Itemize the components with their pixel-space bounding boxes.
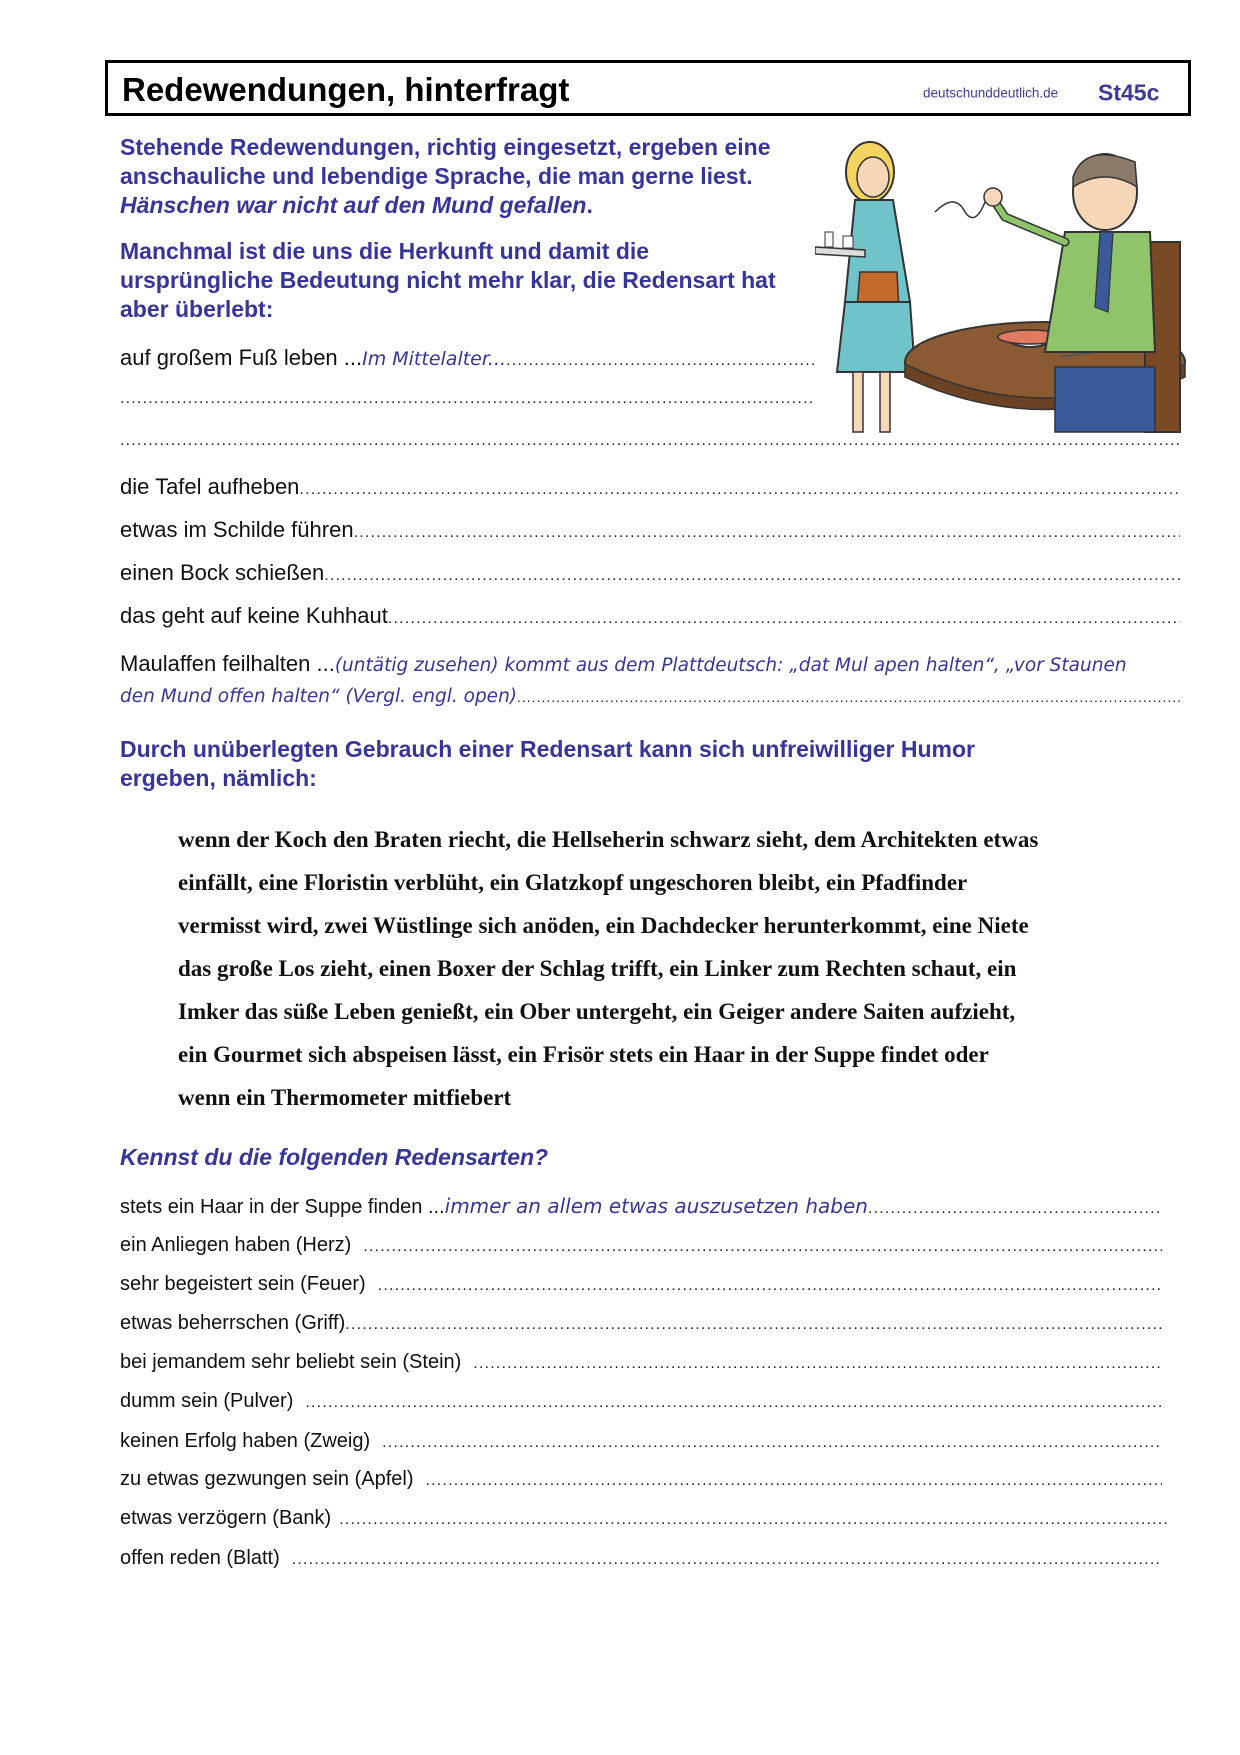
idiom-label: etwas im Schilde führen <box>120 517 354 542</box>
idiom-row-schilde <box>120 517 1180 543</box>
answer-dotted-line <box>305 1394 1162 1412</box>
answer-text: immer an allem etwas auszusetzen haben <box>444 1194 868 1218</box>
idiom-label: sehr begeistert sein (Feuer) <box>120 1273 366 1295</box>
waitress-figure <box>815 142 915 432</box>
waitress-and-diner-illustration <box>815 132 1215 437</box>
answer-dotted-line <box>354 524 1180 542</box>
answer-dotted-line <box>120 432 1180 450</box>
idiom-label: keinen Erfolg haben (Zweig) <box>120 1430 371 1452</box>
humor-heading-line: ergeben, nämlich: <box>120 765 317 791</box>
humor-line: das große Los zieht, einen Boxer der Schlag trifft, ein Linker zum Rechten schaut, ein <box>178 956 1017 981</box>
answer-dotted-line <box>473 1355 1162 1373</box>
answer-dotted-line <box>363 1238 1162 1256</box>
humor-line: wenn ein Thermometer mitfiebert <box>178 1085 512 1110</box>
intro-period: . <box>586 192 593 218</box>
idiom-label: stets ein Haar in der Suppe finden ... <box>120 1196 445 1218</box>
maulaffen-line-2 <box>120 681 1180 713</box>
answer-dotted-line <box>292 1551 1162 1569</box>
idiom-row-herz <box>120 1234 1162 1257</box>
humor-line: Imker das süße Leben genießt, ein Ober untergeht, ein Geiger andere Saiten aufzieht, <box>178 999 1016 1024</box>
idiom-row-auf-grossem-fuss <box>120 345 815 371</box>
idiom-row-apfel <box>120 1468 1162 1491</box>
idiom-label: offen reden (Blatt) <box>120 1547 280 1569</box>
answer-dotted-line <box>382 1434 1162 1452</box>
header-box <box>105 60 1191 116</box>
idiom-label: etwas verzögern (Bank) <box>120 1507 332 1529</box>
answer-dotted-line <box>299 481 1180 499</box>
answer-dotted-line <box>345 1316 1162 1334</box>
intro-paragraph-2 <box>120 237 776 324</box>
idiom-row-bank <box>120 1507 1167 1530</box>
idiom-row-pulver <box>120 1390 1162 1413</box>
site-name: deutschunddeutlich.de <box>923 85 1059 101</box>
answer-dotted-line <box>378 1277 1162 1295</box>
intro-italic-example: Hänschen war nicht auf den Mund gefallen <box>120 192 587 218</box>
idiom-row-stein <box>120 1351 1162 1374</box>
answer-dotted-line <box>506 352 815 370</box>
idiom-label: einen Bock schießen <box>120 560 325 585</box>
answer-text: Im Mittelalter... <box>362 348 507 370</box>
humor-line: einfällt, eine Floristin verblüht, ein Glatzkopf ungeschoren bleibt, ein Pfadfinder <box>178 870 968 895</box>
idiom-label: ein Anliegen haben (Herz) <box>120 1234 352 1256</box>
idiom-label: dumm sein (Pulver) <box>120 1390 294 1412</box>
idiom-label: die Tafel aufheben <box>120 474 300 499</box>
intro-line: ursprüngliche Bedeutung nicht mehr klar, die Redensart hat <box>120 267 776 293</box>
humor-examples <box>178 818 1138 1119</box>
answer-dotted-line <box>339 1511 1167 1529</box>
answer-text: (untätig zusehen) kommt aus dem Plattdeutsch: „dat Mul apen halten“, „vor Staunen <box>334 655 1127 676</box>
answer-text: den Mund offen halten“ (Vergl. engl. open) <box>120 686 518 707</box>
idiom-row-kuhhaut <box>120 603 1180 629</box>
humor-line: wenn der Koch den Braten riecht, die Hellseherin schwarz sieht, dem Architekten etwas <box>178 827 1039 852</box>
idiom-row-feuer <box>120 1273 1162 1296</box>
humor-heading-line: Durch unüberlegten Gebrauch einer Redensart kann sich unfreiwilliger Humor <box>120 736 976 762</box>
answer-dotted-line <box>120 390 815 408</box>
idiom-row-zweig <box>120 1430 1162 1453</box>
idiom-label: etwas beherrschen (Griff) <box>120 1312 346 1334</box>
idiom-label: auf großem Fuß leben ... <box>120 345 363 370</box>
idiom-label: zu etwas gezwungen sein (Apfel) <box>120 1468 414 1490</box>
page-title: Redewendungen, hinterfragt <box>122 71 570 108</box>
intro-line: aber überlebt: <box>120 296 274 322</box>
humor-heading <box>120 735 1120 793</box>
humor-line: vermisst wird, zwei Wüstlinge sich anöden, ein Dachdecker herunterkommt, eine Niete <box>178 913 1029 938</box>
answer-dotted-line <box>517 682 1180 713</box>
maulaffen-line-1 <box>120 648 1180 681</box>
idiom-row-tafel <box>120 474 1180 500</box>
idiom-label: Maulaffen feilhalten ... <box>120 651 335 676</box>
humor-line: ein Gourmet sich abspeisen lässt, ein Frisör stets ein Haar in der Suppe findet oder <box>178 1042 989 1067</box>
answer-dotted-line <box>388 610 1180 628</box>
blank-answer-line <box>120 390 815 408</box>
idiom-row-bock <box>120 560 1180 586</box>
worksheet-code: St45c <box>1098 79 1160 106</box>
answer-dotted-line <box>426 1472 1163 1490</box>
answer-dotted-line <box>868 1200 1162 1218</box>
intro-line <box>120 191 771 220</box>
idiom-label: bei jemandem sehr beliebt sein (Stein) <box>120 1351 462 1373</box>
idiom-row-blatt <box>120 1547 1162 1570</box>
intro-line: Manchmal ist die uns die Herkunft und damit die <box>120 238 650 264</box>
intro-line: anschauliche und lebendige Sprache, die man gerne liest. <box>120 163 753 189</box>
intro-paragraph-1 <box>120 133 771 220</box>
idiom-row-griff <box>120 1312 1162 1335</box>
section-2-heading: Kennst du die folgenden Redensarten? <box>120 1144 549 1170</box>
answer-dotted-line <box>324 567 1180 585</box>
idiom-row-haar-suppe <box>120 1194 1162 1219</box>
idiom-label: das geht auf keine Kuhhaut <box>120 603 388 628</box>
intro-line: Stehende Redewendungen, richtig eingesetzt, ergeben eine <box>120 134 771 160</box>
blank-answer-line <box>120 432 1180 450</box>
idiom-row-maulaffen <box>120 648 1180 713</box>
